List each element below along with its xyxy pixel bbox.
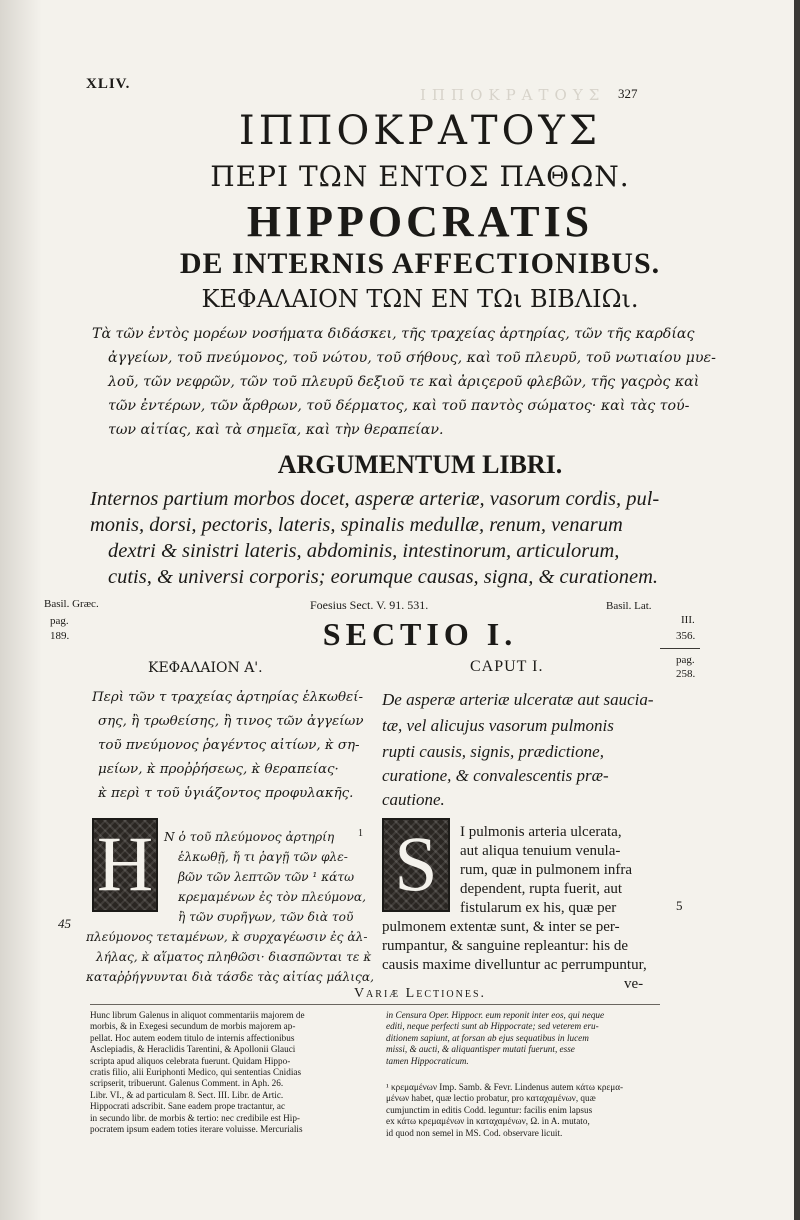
greek-margin-number: 45 [58, 916, 71, 931]
greek-author-title: ΙΠΠΟΚΡΑΤΟΥΣ [238, 108, 602, 154]
latin-text-line: fistularum ex his, quæ per [460, 900, 617, 916]
greek-chapter-summary-line: σης, ἢ τρωθείσης, ἢ τινος τῶν ἀγγείων [98, 714, 364, 729]
variae-right-line: tamen Hippocraticum. [386, 1055, 469, 1066]
signature-mark: XLIV. [86, 76, 131, 92]
greek-work-title: ΠΕΡΙ ΤΩΝ ΕΝΤΟΣ ΠΑΘΩΝ. [210, 160, 630, 193]
argumentum-heading: ARGUMENTUM LIBRI. [277, 450, 563, 479]
variae-left-line: morbis, & in Exegesi secundum de morbis majorem ap- [90, 1021, 296, 1032]
greek-note-marker: 1 [358, 828, 363, 839]
variae-left-line: Hippocrati adscribit. Sane eadem prope tractantur, ac [90, 1101, 286, 1112]
variae-note-line: id quod non semel in MS. Cod. observare licuit. [386, 1127, 563, 1138]
latin-chapter-summary-line: rupti causis, signis, prædictione, [382, 742, 604, 761]
latin-chapter-summary-line: tæ, vel alicujus vasorum pulmonis [382, 716, 614, 735]
greek-summary-line: λοῦ, τῶν νεφρῶν, τῶν τοῦ πλευρῦ δεξιοῦ τε καὶ ἀριςεροῦ φλεβῶν, τῆς γαςρὸς καὶ [108, 374, 700, 390]
argumentum-line: monis, dorsi, pectoris, lateris, spinalis medullæ, renum, venarum [90, 514, 623, 536]
section-title: SECTIO I. [322, 616, 518, 652]
latin-margin-number: 5 [676, 898, 683, 913]
latin-chapter-summary-line: cautione. [382, 790, 445, 809]
bleed-through-text: ΙΠΠΟΚΡΑΤΟΥΣ [420, 86, 606, 104]
basil-lat-ref: Basil. Lat. [606, 600, 652, 612]
latin-text-line: aut aliqua tenuium venula- [460, 843, 621, 859]
basil-lat-volume: III. [681, 614, 695, 626]
variae-left-line: Hunc librum Galenus in aliquot commentariis majorem de [90, 1010, 305, 1020]
greek-text-line: καταῤῥήγνυνται διὰ τάσδε τὰς αἰτίας μάλιςα, [86, 970, 374, 984]
latin-text-line: I pulmonis arteria ulcerata, [460, 824, 622, 840]
greek-summary-line: τῶν ἐντέρων, τῶν ἄρθρων, τοῦ δέρματος, καὶ τοῦ παντὸς σώματος· καὶ τὰς τού- [108, 398, 690, 414]
basil-lat-pag-number: 258. [676, 668, 696, 680]
greek-chapter-summary-line: κ̀ περὶ τ τοῦ ὑγιάζοντος προφυλακῆς. [98, 786, 354, 801]
latin-text-line: rumpantur, & sanguine repleantur: his de [382, 938, 628, 954]
greek-text-line: ἑλκωθῇ, ἤ τι ῥαγῇ τῶν φλε- [178, 850, 348, 864]
basil-graec-pag-label: pag. [50, 615, 69, 627]
variae-right-line: missi, & aucti, & aliquantisper mutati fuerunt, esse [386, 1044, 575, 1055]
greek-text-line: κρεμαμένων ἐς τὸν πλεύμονα, [178, 890, 366, 904]
variae-left-line: cratis filio, alii Euriphonti Medico, qui sententias Cnidias [90, 1067, 302, 1078]
foesius-ref: Foesius Sect. V. 91. 531. [310, 598, 429, 612]
footnote-rule [90, 1004, 660, 1005]
variae-left-line: pocratem ipsum eadem toties iterare voluisse. Mercurialis [90, 1124, 303, 1135]
argumentum-line: dextri & sinistri lateris, abdominis, intestinorum, articulorum, [108, 540, 620, 562]
greek-chapter-heading: ΚΕΦΑΛΑΙΟΝ Α'. [148, 660, 263, 676]
greek-text-line: Ν ὁ τοῦ πλεύμονος ἀρτηρίη [164, 830, 335, 844]
latin-chapter-summary-line: De asperæ arteriæ ulceratæ aut saucia- [382, 690, 654, 709]
latin-work-title: DE INTERNIS AFFECTIONIBUS. [179, 247, 661, 280]
variae-note-line: μένων habet, quæ lectio probatur, pro καταχαμένων, quæ [386, 1093, 596, 1104]
variae-left-line: Libr. VI., & ad particulam 8. Sect. III. Libr. de Artic. [90, 1089, 284, 1100]
argumentum-line: cutis, & universi corporis; eorumque causas, signa, & curationem. [108, 566, 659, 588]
greek-text-line: λήλας, κ̀ αἵματος πληθῶσι· διασπῶνται τε κ̀ [96, 950, 372, 964]
latin-drop-cap: S [382, 818, 450, 912]
greek-chapter-summary-line: Περὶ τῶν τ τραχείας ἀρτηρίας ἑλκωθεί- [92, 690, 363, 705]
latin-text-line: rum, quæ in pulmonem infra [460, 862, 633, 878]
variae-note-line: ¹ κρεμαμένων Imp. Samb. & Fevr. Lindenus autem κάτω κρεμα- [386, 1082, 624, 1092]
basil-graec-page: 189. [50, 630, 70, 642]
variae-right-line: editi, neque perfecti sunt ab Hippocrate; sed veterem eru- [386, 1021, 599, 1032]
greek-drop-cap: Η [92, 818, 158, 912]
page-edge [794, 0, 800, 1220]
basil-graec-ref: Basil. Græc. [44, 598, 99, 610]
variae-footnote [386, 1082, 623, 1139]
catchword: ve- [624, 976, 644, 992]
greek-summary-heading: ΚΕΦΑΛΑΙΟΝ ΤΩΝ ΕΝ ΤΩι ΒΙΒΛΙΩι. [201, 285, 639, 313]
variae-left-line: Asclepiadis, & Heraclidis Tarentini, & Apollonii Glauci [90, 1044, 296, 1055]
page-number: 327 [618, 86, 638, 101]
latin-text-line: dependent, rupta fuerit, aut [460, 881, 623, 897]
greek-chapter-summary-line: τοῦ πνεύμονος ῥαγέντος αἰτίων, κ̀ ση- [98, 738, 360, 753]
variae-left-column [90, 1010, 305, 1135]
variae-right-column [386, 1010, 604, 1067]
variae-right-line: in Censura Oper. Hippocr. eum reponit inter eos, qui neque [386, 1010, 605, 1020]
variae-lectiones-heading: Variæ Lectiones. [353, 986, 487, 1001]
argumentum-line: Internos partium morbos docet, asperæ arteriæ, vasorum cordis, pul- [90, 488, 660, 510]
variae-left-line: in secundo libr. de morbis & tertio: nec credibile est Hip- [90, 1112, 300, 1123]
greek-summary-line: των αἰτίας, καὶ τὰ σημεῖα, καὶ τὴν θεραπείαν. [108, 422, 444, 438]
page-gutter-shadow [0, 0, 42, 1220]
latin-text-line: causis maxime divelluntur ac perrumpuntur, [382, 957, 647, 973]
greek-summary-line: ἀγγείων, τοῦ πνεύμονος, τοῦ νώτου, τοῦ σήθους, καὶ τοῦ πλευρῦ, τοῦ νωτιαίου μυε- [108, 350, 716, 366]
variae-left-line: pellat. Hoc autem eodem titulo de internis affectionibus [90, 1032, 295, 1043]
basil-lat-page: 356. [676, 630, 696, 642]
latin-text-line: pulmonem extentæ sunt, & inter se per- [382, 919, 620, 935]
basil-lat-pag-label: pag. [676, 654, 695, 666]
variae-note-line: cumjunctim in editis Codd. leguntur: facilis enim lapsus [386, 1104, 593, 1115]
variae-right-line: ditionem sapiunt, at forsan ab ejus sequatibus in lucem [386, 1032, 589, 1043]
greek-summary-line: Τὰ τῶν ἐντὸς μορέων νοσήματα διδάσκει, τῆς τραχείας ἀρτηρίας, τῶν τῆς καρδίας [92, 326, 695, 342]
greek-text-line: ἢ τῶν συρῆγων, τῶν διὰ τοῦ [178, 910, 354, 924]
latin-chapter-summary-line: curatione, & convalescentis præ- [382, 766, 609, 785]
variae-note-line: ex κάτω κρεμαμένων in καταχαμένων, Ω. in A. mutato, [386, 1116, 590, 1127]
latin-author-title: HIPPOCRATIS [246, 197, 594, 246]
variae-left-line: scripserit, tribuerunt. Galenus Comment. in Aph. 26. [90, 1078, 284, 1089]
latin-chapter-heading: CAPUT I. [470, 658, 544, 675]
variae-left-line: scripta apud aliquos celebrata fuerunt. Quidam Hippo- [90, 1055, 291, 1066]
greek-text-line: πλεύμονος τεταμένων, κ̀ συρχαγέωσιν ἐς ἀλ- [86, 930, 368, 944]
greek-text-line: βῶν τῶν λεπτῶν τῶν ¹ κάτω [178, 870, 355, 884]
greek-chapter-summary-line: μείων, κ̀ προῤῥήσεως, κ̀ θεραπείας· [98, 762, 339, 777]
